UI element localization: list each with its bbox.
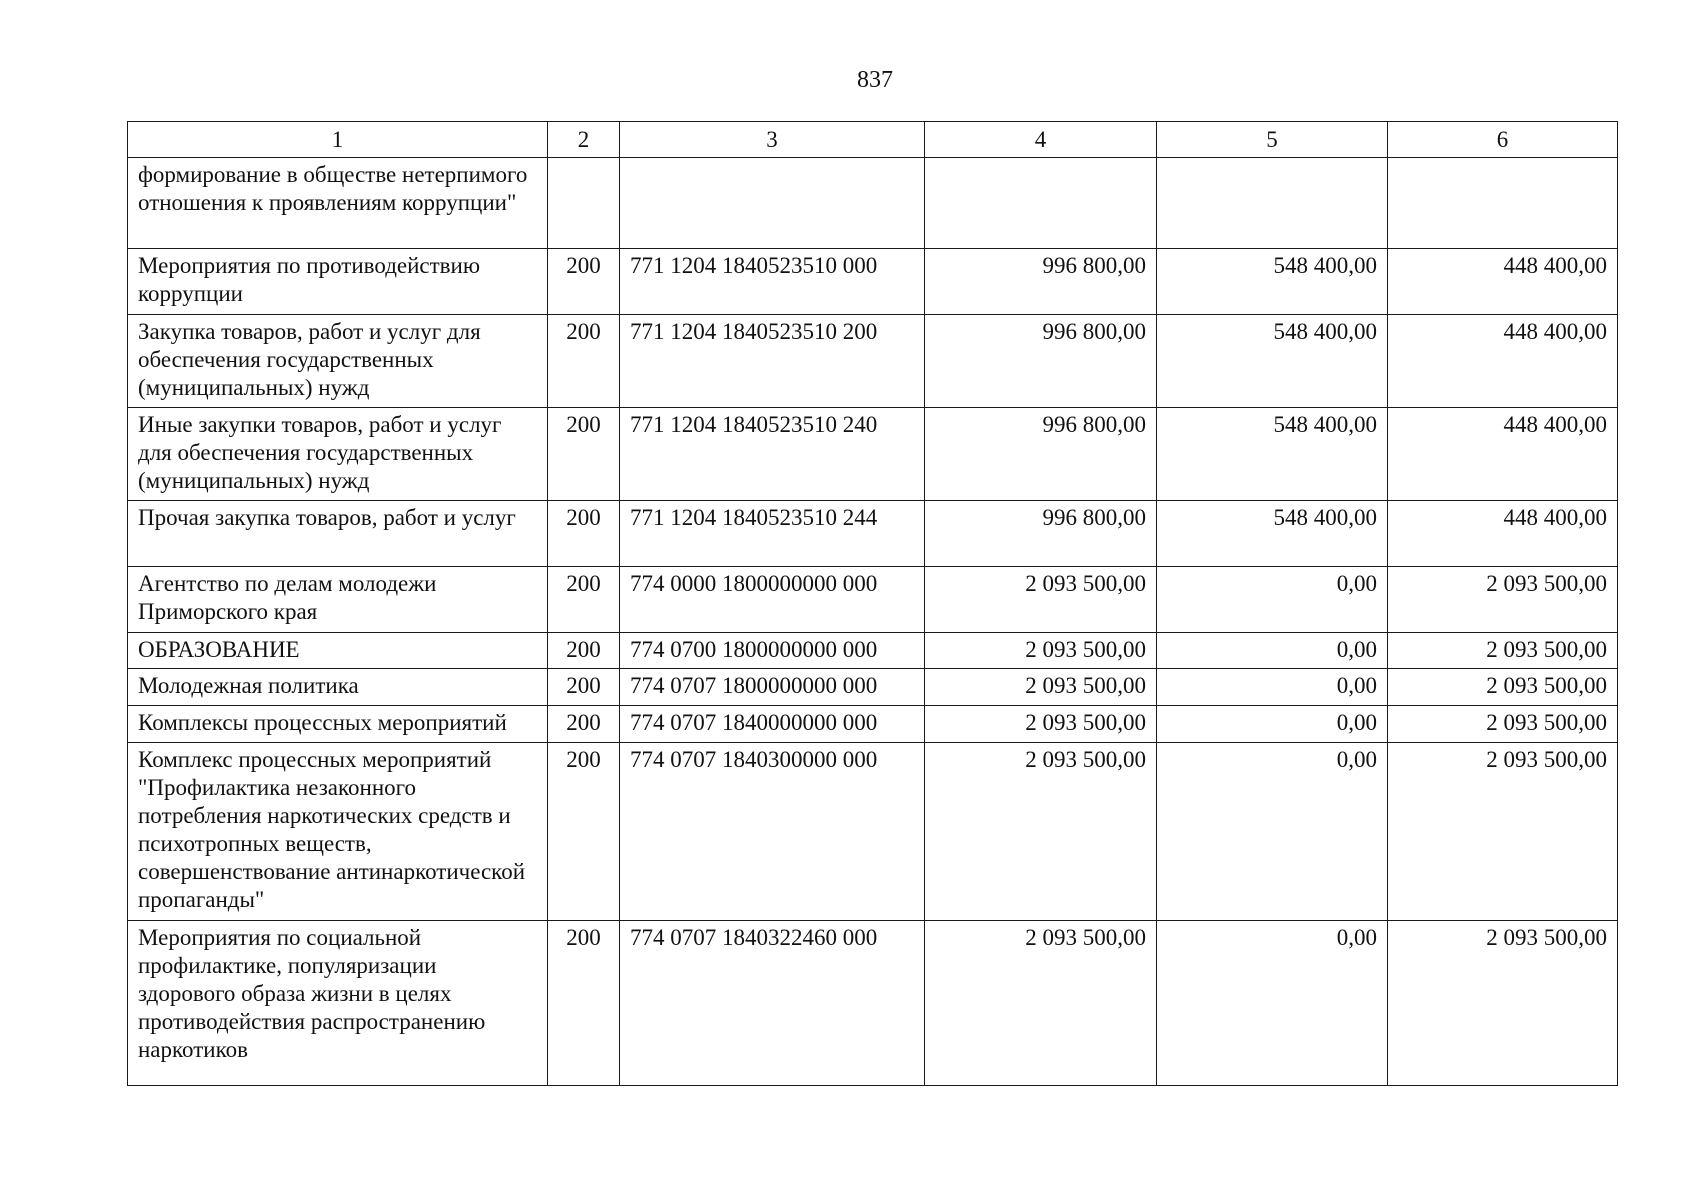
row-name-cell: Иные закупки товаров, работ и услуг для обеспечения государственных (муниципальных) нужд: [128, 408, 548, 501]
row-code-cell: 774 0707 1840322460 000: [620, 921, 925, 1086]
row-code-cell: [620, 158, 925, 249]
row-value-col4: 2 093 500,00: [925, 567, 1157, 633]
row-value-col6: 2 093 500,00: [1388, 669, 1618, 706]
row-name-cell: Молодежная политика: [128, 669, 548, 706]
table-row: [128, 633, 1618, 669]
table-row: [128, 567, 1618, 633]
row-value-col6: 2 093 500,00: [1388, 921, 1618, 1086]
row-value-col4: [925, 158, 1157, 249]
row-ppp-cell: 200: [548, 315, 620, 408]
table-row: [128, 743, 1618, 921]
row-value-col5: 548 400,00: [1157, 249, 1388, 315]
row-name-cell: Прочая закупка товаров, работ и услуг: [128, 501, 548, 567]
table-row: [128, 669, 1618, 706]
row-value-col6: 2 093 500,00: [1388, 567, 1618, 633]
row-name-cell: Агентство по делам молодежи Приморского края: [128, 567, 548, 633]
row-code-cell: 774 0000 1800000000 000: [620, 567, 925, 633]
row-name-cell: формирование в обществе нетерпимого отношения к проявлениям коррупции": [128, 158, 548, 249]
table-row: [128, 315, 1618, 408]
budget-table: [127, 121, 1618, 1086]
row-value-col5: 0,00: [1157, 706, 1388, 743]
row-value-col5: 0,00: [1157, 669, 1388, 706]
row-ppp-cell: 200: [548, 249, 620, 315]
row-code-cell: 774 0707 1800000000 000: [620, 669, 925, 706]
table-row: [128, 921, 1618, 1086]
row-ppp-cell: 200: [548, 501, 620, 567]
row-ppp-cell: 200: [548, 743, 620, 921]
row-name-cell: ОБРАЗОВАНИЕ: [128, 633, 548, 669]
row-value-col4: 996 800,00: [925, 408, 1157, 501]
row-value-col5: 548 400,00: [1157, 315, 1388, 408]
table-header-row: [128, 122, 1618, 158]
row-value-col4: 996 800,00: [925, 249, 1157, 315]
row-value-col4: 2 093 500,00: [925, 633, 1157, 669]
row-value-col6: 2 093 500,00: [1388, 633, 1618, 669]
row-value-col6: [1388, 158, 1618, 249]
row-code-cell: 771 1204 1840523510 240: [620, 408, 925, 501]
table-row: [128, 158, 1618, 249]
row-code-cell: 774 0707 1840000000 000: [620, 706, 925, 743]
row-value-col4: 996 800,00: [925, 501, 1157, 567]
row-code-cell: 771 1204 1840523510 200: [620, 315, 925, 408]
row-ppp-cell: 200: [548, 921, 620, 1086]
row-value-col6: 448 400,00: [1388, 249, 1618, 315]
row-code-cell: 774 0700 1800000000 000: [620, 633, 925, 669]
row-value-col6: 448 400,00: [1388, 315, 1618, 408]
row-name-cell: Комплексы процессных мероприятий: [128, 706, 548, 743]
row-ppp-cell: 200: [548, 669, 620, 706]
row-value-col5: 0,00: [1157, 743, 1388, 921]
column-header-5: 5: [1157, 122, 1388, 158]
column-header-6: 6: [1388, 122, 1618, 158]
row-value-col5: 548 400,00: [1157, 408, 1388, 501]
row-ppp-cell: 200: [548, 633, 620, 669]
column-header-4: 4: [925, 122, 1157, 158]
row-name-cell: Мероприятия по социальной профилактике, популяризации здорового образа жизни в целях противодействия распространению наркотиков: [128, 921, 548, 1086]
row-ppp-cell: 200: [548, 567, 620, 633]
row-value-col5: 0,00: [1157, 921, 1388, 1086]
row-name-cell: Закупка товаров, работ и услуг для обеспечения государственных (муниципальных) нужд: [128, 315, 548, 408]
row-value-col6: 2 093 500,00: [1388, 743, 1618, 921]
table-row: [128, 706, 1618, 743]
page-number: 837: [857, 67, 893, 93]
row-value-col5: 548 400,00: [1157, 501, 1388, 567]
row-value-col5: [1157, 158, 1388, 249]
row-value-col5: 0,00: [1157, 633, 1388, 669]
table-row: [128, 249, 1618, 315]
row-ppp-cell: 200: [548, 706, 620, 743]
row-ppp-cell: [548, 158, 620, 249]
row-code-cell: 774 0707 1840300000 000: [620, 743, 925, 921]
row-value-col4: 2 093 500,00: [925, 706, 1157, 743]
row-name-cell: Комплекс процессных мероприятий "Профилактика незаконного потребления наркотических средств и психотропных веществ, совершенствование антинаркотической пропаганды": [128, 743, 548, 921]
row-value-col4: 2 093 500,00: [925, 669, 1157, 706]
row-code-cell: 771 1204 1840523510 244: [620, 501, 925, 567]
row-value-col6: 2 093 500,00: [1388, 706, 1618, 743]
row-value-col4: 996 800,00: [925, 315, 1157, 408]
row-code-cell: 771 1204 1840523510 000: [620, 249, 925, 315]
table-row: [128, 501, 1618, 567]
column-header-2: 2: [548, 122, 620, 158]
row-value-col4: 2 093 500,00: [925, 921, 1157, 1086]
column-header-1: 1: [128, 122, 548, 158]
row-name-cell: Мероприятия по противодействию коррупции: [128, 249, 548, 315]
row-ppp-cell: 200: [548, 408, 620, 501]
row-value-col4: 2 093 500,00: [925, 743, 1157, 921]
row-value-col5: 0,00: [1157, 567, 1388, 633]
column-header-3: 3: [620, 122, 925, 158]
row-value-col6: 448 400,00: [1388, 408, 1618, 501]
table-row: [128, 408, 1618, 501]
row-value-col6: 448 400,00: [1388, 501, 1618, 567]
